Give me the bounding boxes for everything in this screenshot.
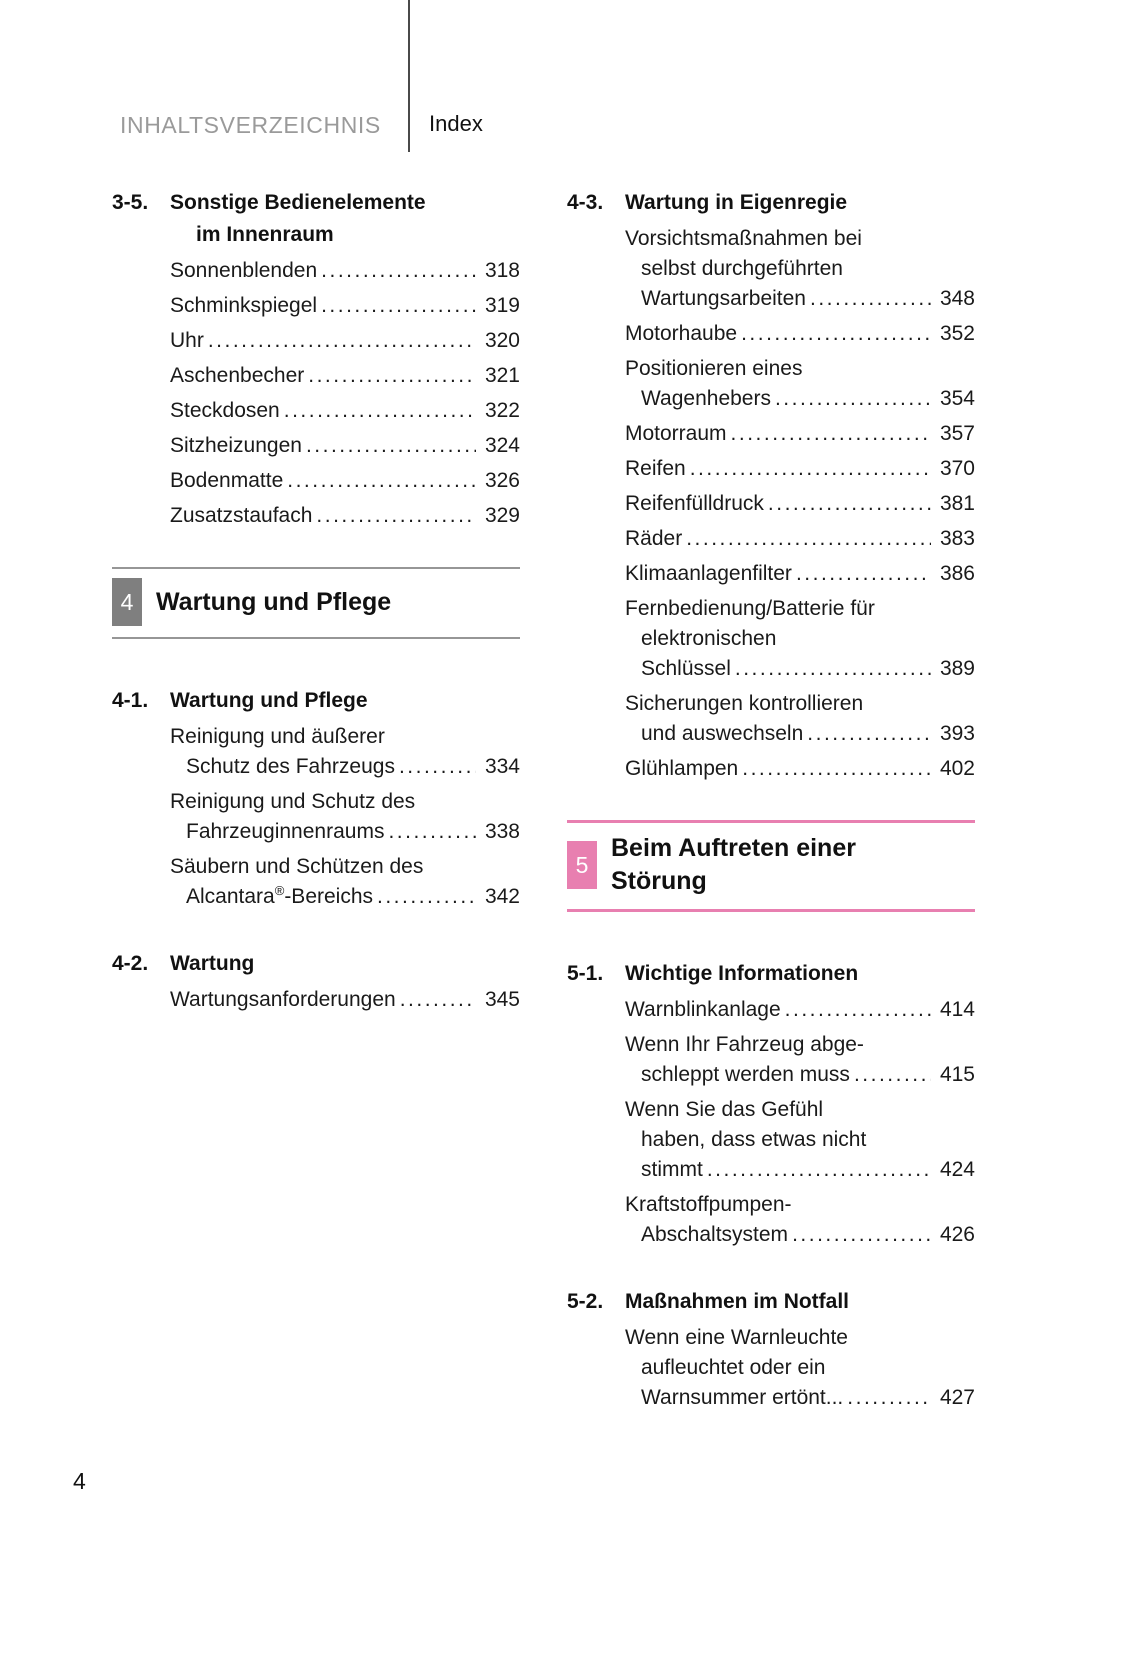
dot-leader [690, 454, 931, 484]
section-title [170, 187, 426, 251]
toc-page-ref: 321 [484, 364, 520, 387]
toc-entry-line: Wenn Ihr Fahrzeug abge- [625, 1033, 864, 1056]
dot-leader [316, 501, 476, 531]
dot-leader [399, 752, 476, 782]
toc-entry [625, 419, 975, 449]
toc-page-ref: 320 [484, 329, 520, 352]
section-title-line: Maßnahmen im Notfall [625, 1290, 850, 1313]
toc-entry [170, 852, 520, 912]
toc-page-ref: 354 [939, 387, 975, 410]
toc-entry-line: selbst durchgeführten [641, 257, 843, 280]
section-number: 4-3. [567, 191, 604, 214]
toc-entry [625, 354, 975, 414]
toc-page-ref: 329 [484, 504, 520, 527]
section-title [625, 1286, 849, 1318]
section-title-line: Wartung und Pflege [170, 689, 368, 712]
toc-entry-text: Reifenfülldruck [625, 492, 764, 515]
section-title [625, 958, 858, 990]
section-title-line: im Innenraum [196, 223, 334, 246]
toc-entry-last-line [625, 995, 975, 1025]
toc-page-ref: 427 [939, 1386, 975, 1409]
toc-entry-last-line [625, 384, 975, 414]
toc-entry-last-line [170, 466, 520, 496]
section-heading [112, 187, 520, 251]
toc-page-ref: 386 [939, 562, 975, 585]
toc-entry-text: Klimaanlagenfilter [625, 562, 792, 585]
toc-entry [625, 489, 975, 519]
dot-leader [731, 419, 931, 449]
toc-page-ref: 345 [484, 988, 520, 1011]
toc-entry-line: haben, dass etwas nicht [641, 1128, 867, 1151]
toc-entry-last-line [170, 501, 520, 531]
toc-entry-line: Kraftstoffpumpen- [625, 1193, 792, 1216]
section-heading [112, 685, 520, 717]
dot-leader [284, 396, 476, 426]
dot-leader [741, 319, 931, 349]
toc-entry-last-line [625, 754, 975, 784]
toc-entry-text: Sitzheizungen [170, 434, 302, 457]
dot-leader [775, 384, 931, 414]
section-title-line: Wartung [170, 952, 255, 975]
dot-leader [686, 524, 931, 554]
toc-entry [625, 1095, 975, 1185]
section-title-line: Wartung in Eigenregie [625, 191, 848, 214]
toc-entry-last-line [625, 419, 975, 449]
dot-leader [847, 1383, 931, 1413]
toc-page-ref: 383 [939, 527, 975, 550]
toc-entry-last-line [625, 454, 975, 484]
toc-entry-text: Wartungsanforderungen [170, 988, 396, 1011]
toc-entry-last-line [625, 1383, 975, 1413]
toc-entry-line: Wenn Sie das Gefühl [625, 1098, 824, 1121]
toc-entry-last-line [170, 985, 520, 1015]
chapter-title [611, 832, 856, 898]
dot-leader [321, 256, 476, 286]
toc-entry-text: Alcantara®-Bereichs [186, 883, 374, 908]
toc-page-ref: 352 [939, 322, 975, 345]
toc-page-ref: 381 [939, 492, 975, 515]
toc-entry-line: Wenn eine Warnleuchte [625, 1326, 848, 1349]
toc-entry-last-line [170, 256, 520, 286]
page-header-title: INHALTSVERZEICHNIS [120, 112, 381, 138]
toc-entry-text: Zusatzstaufach [170, 504, 313, 527]
toc-entry [170, 466, 520, 496]
toc-entry-text: Glühlampen [625, 757, 739, 780]
toc-entry-last-line [170, 882, 520, 912]
toc-page-ref: 319 [484, 294, 520, 317]
chapter-banner [112, 567, 520, 639]
toc-entry [170, 787, 520, 847]
toc-entry [625, 754, 975, 784]
toc-entry-line: Reinigung und äußerer [170, 725, 385, 748]
toc-entry-last-line [625, 489, 975, 519]
toc-entry [625, 1323, 975, 1413]
toc-entry-text: Wartungsarbeiten [641, 287, 806, 310]
toc-entry [625, 224, 975, 314]
toc-section [112, 685, 520, 912]
toc-entry-last-line [625, 654, 975, 684]
toc-entry-last-line [625, 524, 975, 554]
toc-page-ref: 414 [939, 998, 975, 1021]
section-entries [170, 722, 520, 912]
toc-entry-text: Motorhaube [625, 322, 738, 345]
section-entries [625, 224, 975, 784]
toc-entry-line: Positionieren eines [625, 357, 803, 380]
section-heading [567, 1286, 975, 1318]
toc-entry-last-line [170, 817, 520, 847]
dot-leader [208, 326, 476, 356]
toc-section [112, 948, 520, 1015]
dot-leader [785, 995, 931, 1025]
dot-leader [308, 361, 476, 391]
toc-entry [170, 291, 520, 321]
dot-leader [707, 1155, 931, 1185]
toc-entry-line: Säubern und Schützen des [170, 855, 424, 878]
toc-page-ref: 389 [939, 657, 975, 680]
toc-page-ref: 424 [939, 1158, 975, 1181]
toc-entry-line: Sicherungen kontrollieren [625, 692, 864, 715]
toc-entry-text: Reifen [625, 457, 686, 480]
dot-leader [854, 1060, 931, 1090]
chapter-banner-row [567, 823, 975, 909]
toc-entry-text: Wagenhebers [641, 387, 771, 410]
header-divider [408, 0, 410, 152]
toc-entry-text: Schutz des Fahrzeugs [186, 755, 395, 778]
toc-page-ref: 426 [939, 1223, 975, 1246]
toc-page-ref: 370 [939, 457, 975, 480]
toc-entry-text: Räder [625, 527, 683, 550]
toc-entry-text: Bodenmatte [170, 469, 284, 492]
toc-entry-text: Steckdosen [170, 399, 280, 422]
toc-section [567, 958, 975, 1250]
toc-entry-last-line [625, 719, 975, 749]
toc-entry-line: Reinigung und Schutz des [170, 790, 416, 813]
section-number: 5-1. [567, 962, 604, 985]
chapter-title-line: Beim Auftreten einer [611, 834, 856, 862]
toc-page-ref: 357 [939, 422, 975, 445]
toc-entry-last-line [170, 431, 520, 461]
banner-bottom-rule [112, 637, 520, 639]
section-number: 4-1. [112, 689, 149, 712]
toc-entry-text: Schminkspiegel [170, 294, 318, 317]
toc-entry-last-line [170, 326, 520, 356]
toc-entry [170, 501, 520, 531]
dot-leader [400, 985, 476, 1015]
chapter-title-line: Störung [611, 867, 707, 895]
section-heading [567, 958, 975, 990]
toc-entry [625, 1190, 975, 1250]
toc-page-ref: 402 [939, 757, 975, 780]
toc-entry-last-line [625, 1155, 975, 1185]
toc-entry [170, 431, 520, 461]
chapter-banner-row [112, 569, 520, 637]
section-title [625, 187, 847, 219]
toc-entry-line: aufleuchtet oder ein [641, 1356, 826, 1379]
page-number: 4 [73, 1468, 86, 1494]
toc-entry-line: Vorsichtsmaßnahmen bei [625, 227, 862, 250]
toc-entry [625, 689, 975, 749]
toc-entry-last-line [170, 361, 520, 391]
chapter-number-box: 4 [112, 578, 142, 626]
dot-leader [792, 1220, 931, 1250]
section-number: 4-2. [112, 952, 149, 975]
section-entries [625, 995, 975, 1250]
toc-entry-line: elektronischen [641, 627, 777, 650]
toc-entry-text: und auswechseln [641, 722, 804, 745]
header-index-label: Index [429, 111, 483, 136]
toc-entry [170, 722, 520, 782]
toc-section [112, 187, 520, 531]
toc-section [567, 187, 975, 784]
toc-entry [170, 326, 520, 356]
toc-entry-last-line [625, 559, 975, 589]
toc-entry-text: Warnsummer ertönt... [641, 1386, 844, 1409]
toc-page-ref: 318 [484, 259, 520, 282]
toc-entry-text: Aschenbecher [170, 364, 305, 387]
dot-leader [388, 817, 476, 847]
dot-leader [768, 489, 931, 519]
dot-leader [807, 719, 931, 749]
section-number: 5-2. [567, 1290, 604, 1313]
dot-leader [287, 466, 476, 496]
toc-entry [170, 256, 520, 286]
chapter-banner [567, 820, 975, 912]
toc-entry-text: Schlüssel [641, 657, 731, 680]
toc-page-ref: 342 [484, 885, 520, 908]
chapter-number-box: 5 [567, 841, 597, 889]
toc-page-ref: 324 [484, 434, 520, 457]
toc-entry-last-line [625, 319, 975, 349]
toc-column-right [567, 187, 975, 1449]
section-title [170, 948, 254, 980]
toc-entry [170, 985, 520, 1015]
dot-leader [742, 754, 931, 784]
chapter-title-line: Wartung und Pflege [156, 587, 392, 616]
toc-entry-text: Fahrzeuginnenraums [186, 820, 385, 843]
toc-page-ref: 348 [939, 287, 975, 310]
toc-page-ref: 326 [484, 469, 520, 492]
toc-entry [625, 524, 975, 554]
toc-entry [170, 396, 520, 426]
section-entries [170, 985, 520, 1015]
toc-page-ref: 415 [939, 1063, 975, 1086]
toc-entry-line: Fernbedienung/Batterie für [625, 597, 875, 620]
section-entries [170, 256, 520, 531]
section-title [170, 685, 368, 717]
toc-entry-last-line [625, 1220, 975, 1250]
section-entries [625, 1323, 975, 1413]
toc-entry-last-line [625, 284, 975, 314]
section-title-line: Wichtige Informationen [625, 962, 859, 985]
dot-leader [377, 882, 476, 912]
toc-page-ref: 322 [484, 399, 520, 422]
toc-entry-text: schleppt werden muss [641, 1063, 850, 1086]
toc-page-ref: 393 [939, 722, 975, 745]
toc-entry-text: Sonnenblenden [170, 259, 318, 282]
toc-column-left [112, 187, 520, 1051]
toc-entry-last-line [170, 752, 520, 782]
toc-entry [625, 454, 975, 484]
toc-page-ref: 334 [484, 755, 520, 778]
chapter-title [156, 586, 391, 619]
dot-leader [810, 284, 931, 314]
toc-entry-text: stimmt [641, 1158, 703, 1181]
toc-entry [625, 594, 975, 684]
section-number: 3-5. [112, 191, 149, 214]
toc-entry [625, 1030, 975, 1090]
dot-leader [735, 654, 931, 684]
toc-entry-text: Warnblinkanlage [625, 998, 781, 1021]
dot-leader [321, 291, 476, 321]
toc-section [567, 1286, 975, 1413]
toc-entry-last-line [625, 1060, 975, 1090]
registered-mark: ® [274, 883, 285, 898]
section-heading [112, 948, 520, 980]
toc-entry [625, 995, 975, 1025]
section-title-line: Sonstige Bedienelemente [170, 191, 426, 214]
toc-entry-text: Uhr [170, 329, 204, 352]
dot-leader [306, 431, 476, 461]
toc-entry-last-line [170, 396, 520, 426]
toc-page-ref: 338 [484, 820, 520, 843]
banner-bottom-rule [567, 909, 975, 912]
toc-entry [625, 319, 975, 349]
section-heading [567, 187, 975, 219]
toc-entry-text: Motorraum [625, 422, 727, 445]
toc-entry-last-line [170, 291, 520, 321]
toc-entry-text: Abschaltsystem [641, 1223, 789, 1246]
toc-entry [625, 559, 975, 589]
dot-leader [796, 559, 931, 589]
toc-entry [170, 361, 520, 391]
